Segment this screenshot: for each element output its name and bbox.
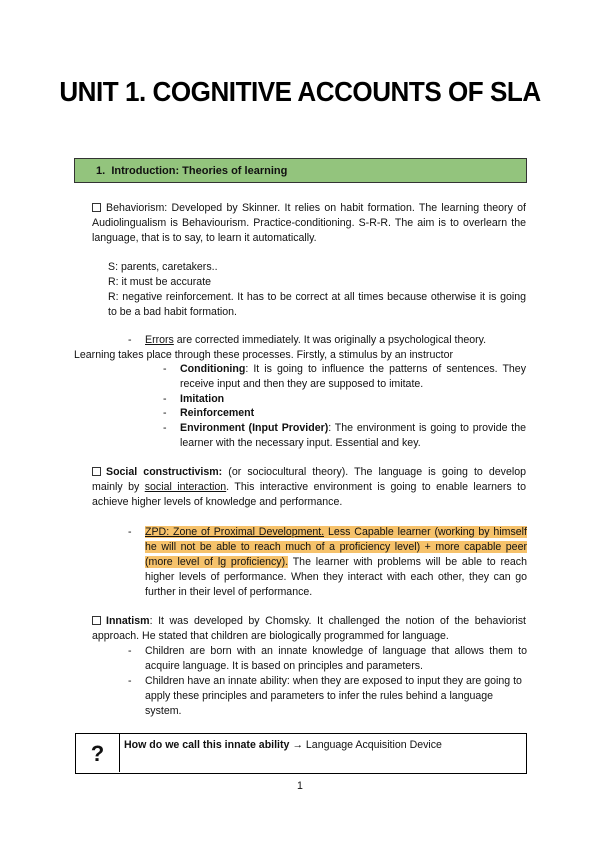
errors-line: Errors are corrected immediately. It was originally a psychological theory. [145,334,487,346]
question-box [75,733,527,774]
dash-icon: - [128,645,132,657]
r1-line: R: it must be accurate [108,276,212,288]
process-item: Conditioning: It is going to influence the patterns of sentences. They receive input and then they are supposed to imitate. [180,363,526,390]
page-number: 1 [297,780,303,792]
section-number: 1. [96,165,106,177]
page-title: UNIT 1. COGNITIVE ACCOUNTS OF SLA [59,76,541,107]
section-label: Introduction: Theories of learning [111,165,288,177]
r2-line: R: negative reinforcement. It has to be correct at all times because otherwise it is going to be a bad habit formation. [108,291,526,318]
process-item: Reinforcement [180,407,255,419]
dash-icon: - [163,363,167,375]
checkbox-icon [92,467,101,476]
process-item: Imitation [180,393,225,405]
checkbox-icon [92,203,101,212]
zpd-paragraph: ZPD: Zone of Proximal Development. Less Capable learner (working by himself he will not be able to reach much of a proficiency level) + more capable peer (more level of lg proficiency). The learner with problems will be able to reach higher levels of performance. When they interact with each other, they can go further in their level of performance. [145,526,527,598]
checkbox-icon [92,616,101,625]
dash-icon: - [128,526,132,538]
innatism-paragraph: Innatism: It was developed by Chomsky. It challenged the notion of the behaviorist approach. He stated that children are biologically programmed for language. [92,615,526,642]
question-mark-icon: ? [76,734,120,772]
dash-icon: - [163,393,167,405]
innatism-bullet: Children have an innate ability: when they are exposed to input they are going to apply these principles and parameters to infer the rules behind a language system. [145,675,522,717]
dash-icon: - [163,407,167,419]
question-text: How do we call this innate ability → Language Acquisition Device [124,739,442,751]
dash-icon: - [128,334,132,346]
dash-icon: - [163,422,167,434]
learning-line: Learning takes place through these processes. Firstly, a stimulus by an instructor [74,349,454,361]
dash-icon: - [128,675,132,687]
behaviorism-term: Behaviorism [106,202,165,214]
social-paragraph: Social constructivism: (or sociocultural theory). The language is going to develop mainly by social interaction. This interactive environment is going to enable learners to achieve higher levels of knowledge and performance. [92,466,527,508]
innatism-bullet: Children are born with an innate knowledge of language that allows them to acquire language. It is based on principles and parameters. [145,645,527,672]
s-line: S: parents, caretakers.. [108,261,218,273]
section-heading [74,158,527,183]
process-item: Environment (Input Provider): The environment is going to provide the learner with the necessary input. Essential and key. [180,422,526,449]
behaviorism-paragraph: Behaviorism: Developed by Skinner. It relies on habit formation. The learning theory of Audiolingualism is Behaviourism. Practice-conditioning. S-R-R. The aim is to overlearn the language, that is to say, to learn it automatically. [92,202,526,244]
